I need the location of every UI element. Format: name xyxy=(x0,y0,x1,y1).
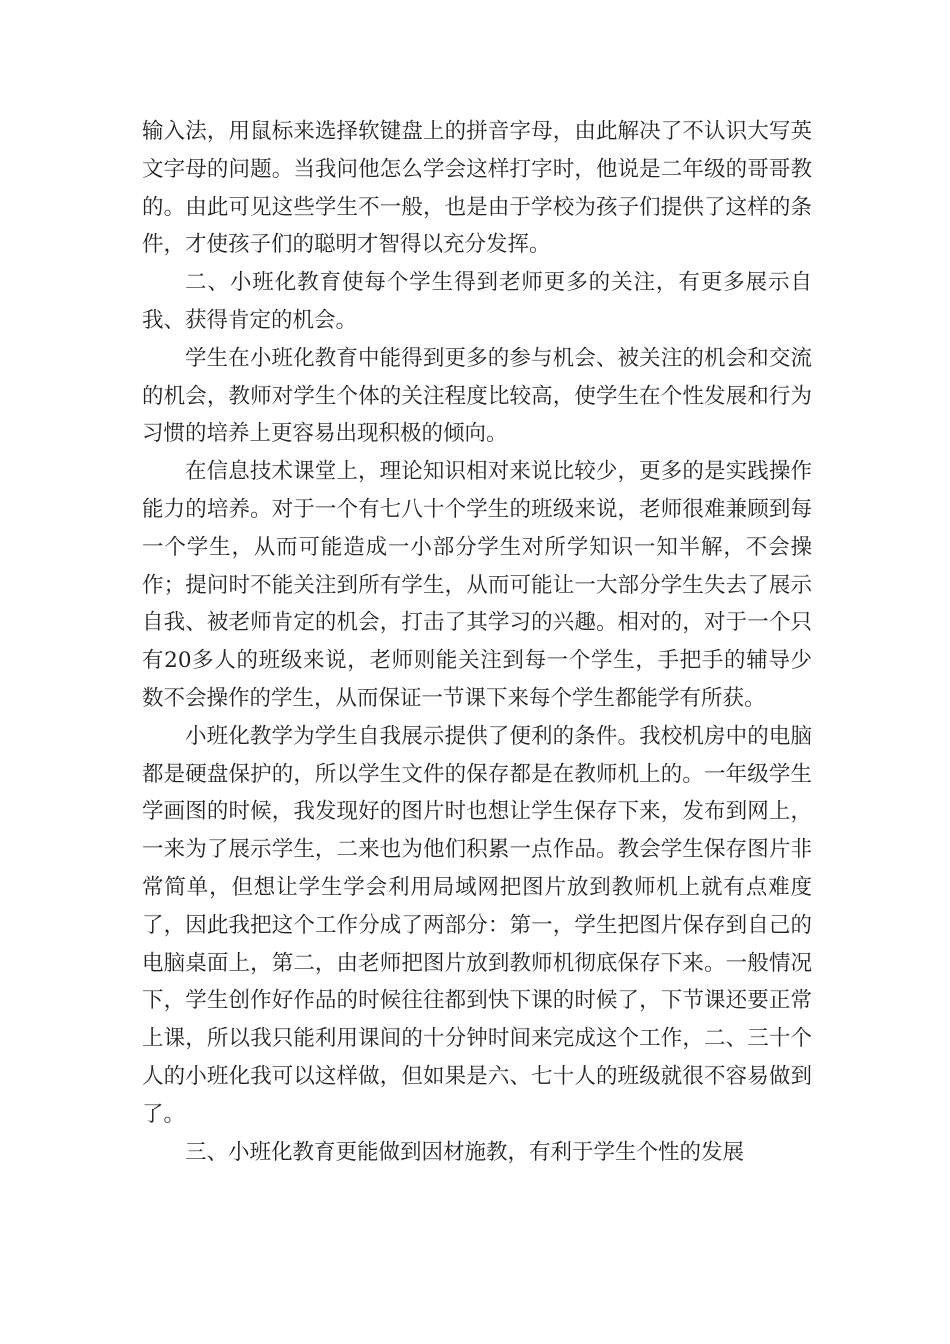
section-heading-three: 三、小班化教育更能做到因材施教，有利于学生个性的发展 xyxy=(185,1139,745,1165)
paragraph-it-classroom: 在信息技术课堂上，理论知识相对来说比较少，更多的是实践操作能力的培养。对于一个有七八十个学生的班级来说，老师很难兼顾到每一个学生，从而可能造成一小部分学生对所学知识一知半解，不会操作；提问时不能关注到所有学生，从而可能让一大部分学生失去了展示自我、被老师肯定的机会，打击了其学习的兴趣。相对的，对于一个只有20多人的班级来说，老师则能关注到每一个学生，手把手的辅导少数不会操作的学生，从而保证一节课下来每个学生都能学有所获。 xyxy=(142,459,812,711)
document-body xyxy=(142,113,812,1171)
paragraph-participation: 学生在小班化教育中能得到更多的参与机会、被关注的机会和交流的机会，教师对学生个体的关注程度比较高，使学生在个性发展和行为习惯的培养上更容易出现积极的倾向。 xyxy=(142,345,812,447)
section-heading-two: 二、小班化教育使每个学生得到老师更多的关注，有更多展示自我、获得肯定的机会。 xyxy=(142,270,812,333)
paragraph-self-display: 小班化教学为学生自我展示提供了便利的条件。我校机房中的电脑都是硬盘保护的，所以学生文件的保存都是在教师机上的。一年级学生学画图的时候，我发现好的图片时也想让学生保存下来，发布到网上，一来为了展示学生，二来也为他们积累一点作品。教会学生保存图片非常简单，但想让学生学会利用局域网把图片放到教师机上就有点难度了，因此我把这个工作分成了两部分：第一，学生把图片保存到自己的电脑桌面上，第二，由老师把图片放到教师机彻底保存下来。一般情况下，学生创作好作品的时候往往都到快下课的时候了，下节课还要正常上课，所以我只能利用课间的十分钟时间来完成这个工作，二、三十个人的小班化我可以这样做，但如果是六、七十人的班级就很不容易做到了。 xyxy=(142,723,812,1127)
paragraph-continued-text: 输入法，用鼠标来选择软键盘上的拼音字母，由此解决了不认识大写英文字母的问题。当我问他怎么学会这样打字时，他说是二年级的哥哥教的。由此可见这些学生不一般，也是由于学校为孩子们提供了这样的条件，才使孩子们的聪明才智得以充分发挥。 xyxy=(142,119,812,258)
